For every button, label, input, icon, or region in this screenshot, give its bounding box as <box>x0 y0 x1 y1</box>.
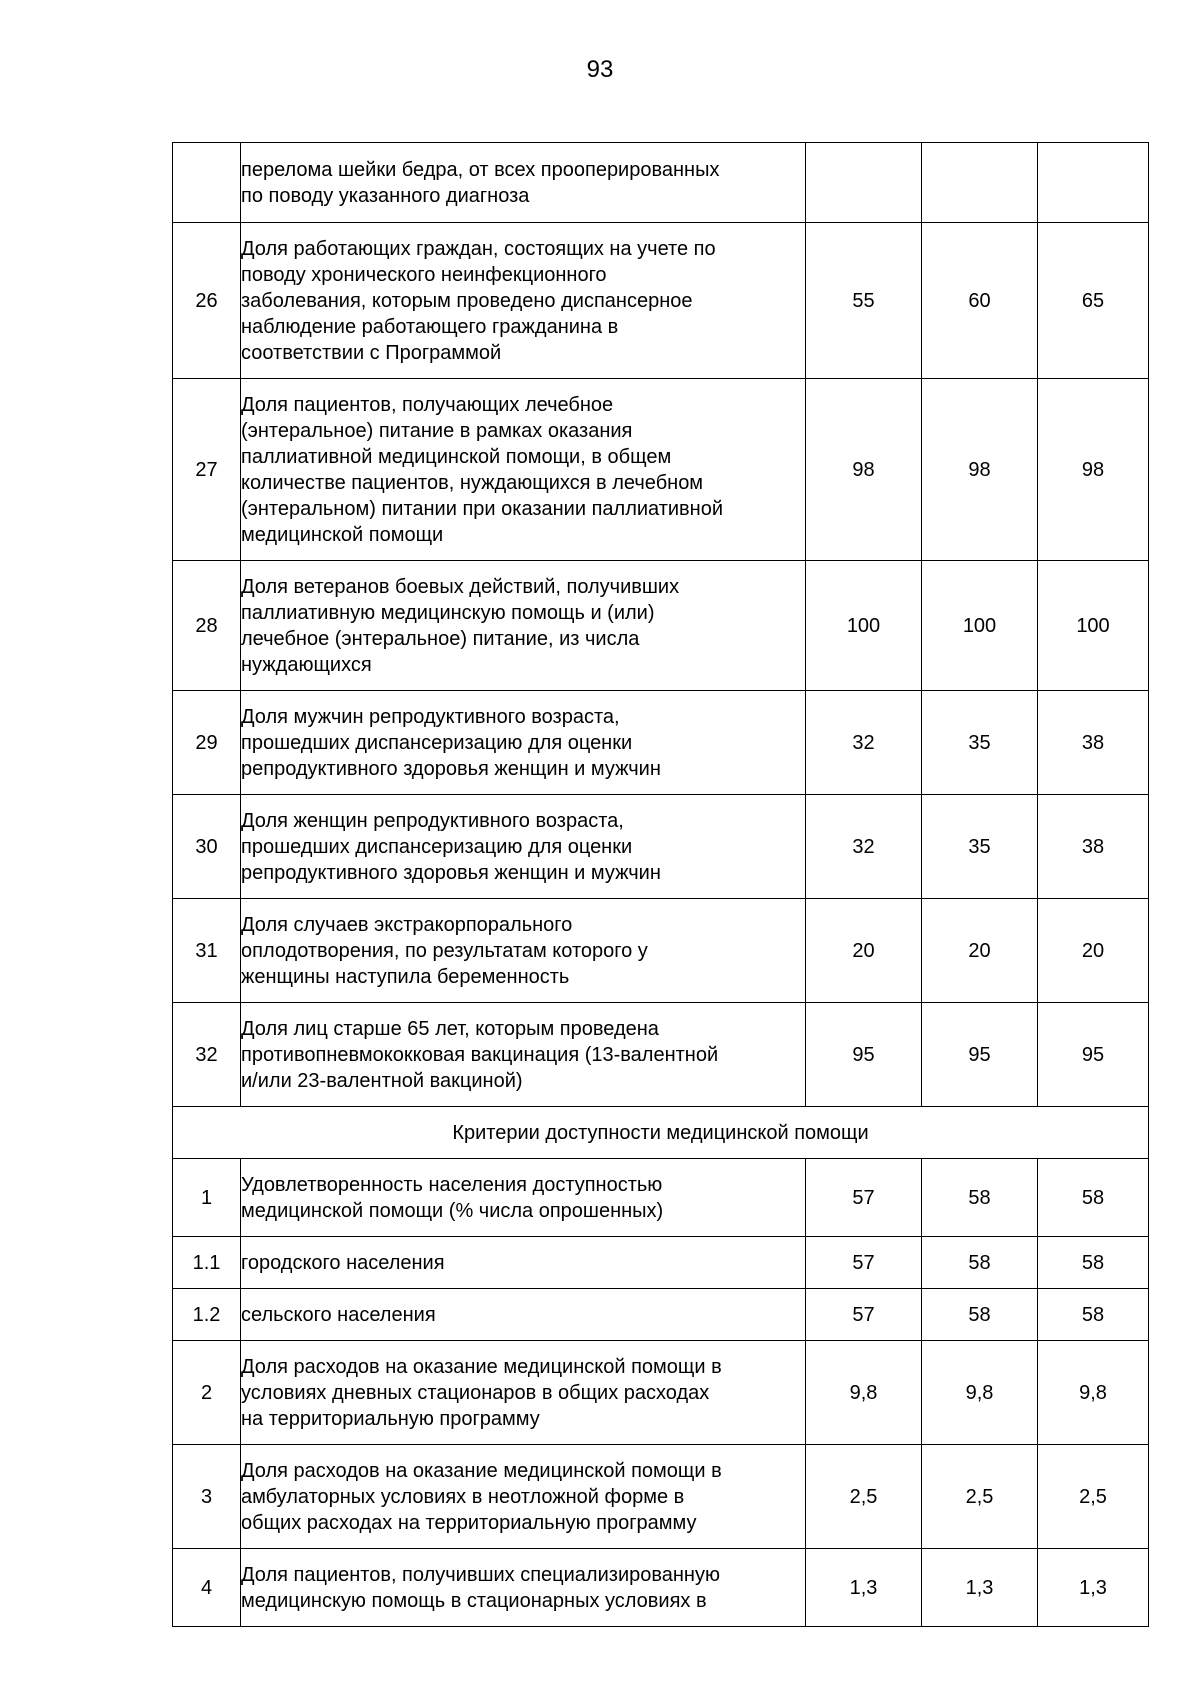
table-row <box>173 1003 1149 1107</box>
value-cell: 98 <box>922 379 1038 561</box>
row-number: 1 <box>173 1159 241 1237</box>
row-description: сельского населения <box>241 1289 806 1341</box>
value-cell: 58 <box>922 1159 1038 1237</box>
value-cell: 2,5 <box>922 1445 1038 1549</box>
value-cell: 9,8 <box>806 1341 922 1445</box>
row-number: 31 <box>173 899 241 1003</box>
value-cell: 65 <box>1038 223 1149 379</box>
value-cell: 9,8 <box>922 1341 1038 1445</box>
row-number: 30 <box>173 795 241 899</box>
row-number: 1.1 <box>173 1237 241 1289</box>
row-number: 27 <box>173 379 241 561</box>
criteria-table <box>172 142 1149 1627</box>
value-cell: 35 <box>922 691 1038 795</box>
row-description: Доля случаев экстракорпорального оплодотворения, по результатам которого у женщины наступила беременность <box>241 899 806 1003</box>
row-description: Доля мужчин репродуктивного возраста, прошедших диспансеризацию для оценки репродуктивного здоровья женщин и мужчин <box>241 691 806 795</box>
table-row <box>173 223 1149 379</box>
row-description: перелома шейки бедра, от всех прооперированных по поводу указанного диагноза <box>241 143 806 223</box>
value-cell: 20 <box>1038 899 1149 1003</box>
row-number: 4 <box>173 1549 241 1627</box>
row-number: 3 <box>173 1445 241 1549</box>
value-cell: 38 <box>1038 795 1149 899</box>
value-cell <box>1038 143 1149 223</box>
table-row <box>173 143 1149 223</box>
value-cell: 57 <box>806 1289 922 1341</box>
row-number: 32 <box>173 1003 241 1107</box>
row-description: Доля пациентов, получивших специализированную медицинскую помощь в стационарных условиях в <box>241 1549 806 1627</box>
row-description: Доля работающих граждан, состоящих на учете по поводу хронического неинфекционного заболевания, которым проведено диспансерное наблюдение работающего гражданина в соответствии с Программой <box>241 223 806 379</box>
row-number: 26 <box>173 223 241 379</box>
table-row <box>173 1549 1149 1627</box>
value-cell: 58 <box>922 1237 1038 1289</box>
page-number: 93 <box>586 56 614 83</box>
row-description: Доля расходов на оказание медицинской помощи в амбулаторных условиях в неотложной форме в общих расходах на территориальную программу <box>241 1445 806 1549</box>
section-heading-row <box>173 1107 1149 1159</box>
table-row <box>173 899 1149 1003</box>
value-cell: 95 <box>922 1003 1038 1107</box>
value-cell: 2,5 <box>1038 1445 1149 1549</box>
value-cell: 1,3 <box>922 1549 1038 1627</box>
value-cell: 100 <box>1038 561 1149 691</box>
row-number: 1.2 <box>173 1289 241 1341</box>
value-cell: 32 <box>806 795 922 899</box>
section-heading: Критерии доступности медицинской помощи <box>173 1107 1149 1159</box>
value-cell: 55 <box>806 223 922 379</box>
value-cell: 1,3 <box>806 1549 922 1627</box>
value-cell: 57 <box>806 1237 922 1289</box>
row-description: Доля женщин репродуктивного возраста, прошедших диспансеризацию для оценки репродуктивного здоровья женщин и мужчин <box>241 795 806 899</box>
table-row <box>173 1159 1149 1237</box>
value-cell: 9,8 <box>1038 1341 1149 1445</box>
value-cell: 38 <box>1038 691 1149 795</box>
row-description: городского населения <box>241 1237 806 1289</box>
row-description: Доля пациентов, получающих лечебное (энтеральное) питание в рамках оказания паллиативной медицинской помощи, в общем количестве пациентов, нуждающихся в лечебном (энтеральном) питании при оказании паллиативной медицинской помощи <box>241 379 806 561</box>
table-row <box>173 691 1149 795</box>
value-cell: 2,5 <box>806 1445 922 1549</box>
row-description: Доля расходов на оказание медицинской помощи в условиях дневных стационаров в общих расходах на территориальную программу <box>241 1341 806 1445</box>
row-number <box>173 143 241 223</box>
value-cell: 95 <box>1038 1003 1149 1107</box>
value-cell: 95 <box>806 1003 922 1107</box>
value-cell: 58 <box>1038 1237 1149 1289</box>
table-row <box>173 795 1149 899</box>
value-cell: 100 <box>806 561 922 691</box>
row-description: Доля ветеранов боевых действий, получивших паллиативную медицинскую помощь и (или) лечебное (энтеральное) питание, из числа нуждающихся <box>241 561 806 691</box>
table-row <box>173 1289 1149 1341</box>
value-cell: 1,3 <box>1038 1549 1149 1627</box>
value-cell <box>806 143 922 223</box>
value-cell: 58 <box>1038 1289 1149 1341</box>
value-cell: 58 <box>922 1289 1038 1341</box>
value-cell: 60 <box>922 223 1038 379</box>
value-cell: 98 <box>1038 379 1149 561</box>
table-row <box>173 1445 1149 1549</box>
value-cell: 58 <box>1038 1159 1149 1237</box>
row-description: Удовлетворенность населения доступностью медицинской помощи (% числа опрошенных) <box>241 1159 806 1237</box>
row-number: 28 <box>173 561 241 691</box>
table-row <box>173 1237 1149 1289</box>
value-cell: 32 <box>806 691 922 795</box>
value-cell: 20 <box>922 899 1038 1003</box>
row-number: 2 <box>173 1341 241 1445</box>
row-number: 29 <box>173 691 241 795</box>
value-cell: 57 <box>806 1159 922 1237</box>
table-row <box>173 1341 1149 1445</box>
row-description: Доля лиц старше 65 лет, которым проведена противопневмококковая вакцинация (13-валентной и/или 23-валентной вакциной) <box>241 1003 806 1107</box>
table-row <box>173 379 1149 561</box>
value-cell: 100 <box>922 561 1038 691</box>
value-cell: 20 <box>806 899 922 1003</box>
value-cell <box>922 143 1038 223</box>
table-row <box>173 561 1149 691</box>
value-cell: 35 <box>922 795 1038 899</box>
value-cell: 98 <box>806 379 922 561</box>
